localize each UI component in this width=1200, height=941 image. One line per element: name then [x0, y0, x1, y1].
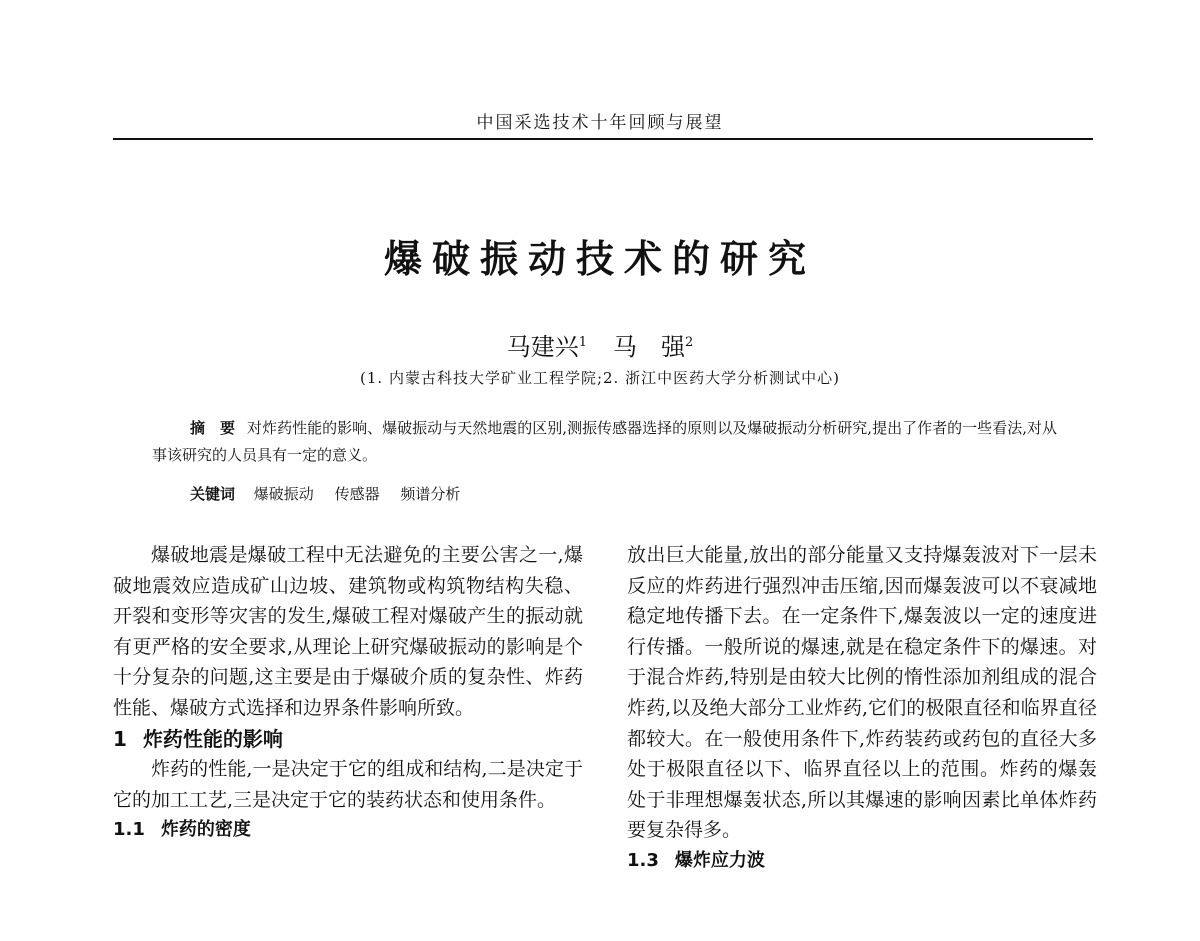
keyword: 传感器 [334, 485, 380, 503]
author-1: 马建兴 [506, 333, 579, 361]
body-column-left [113, 540, 583, 846]
section-title: 炸药性能的影响 [142, 726, 283, 751]
subsection-title: 爆炸应力波 [674, 849, 765, 871]
section-heading [113, 724, 583, 755]
paper-title: 爆破振动技术的研究 [383, 236, 816, 281]
affiliations: (1. 内蒙古科技大学矿业工程学院;2. 浙江中医药大学分析测试中心) [360, 369, 840, 387]
author-2-affil-mark: 2 [685, 335, 694, 350]
subsection-title: 炸药的密度 [160, 819, 251, 841]
author-2: 马 强 [613, 333, 685, 361]
header-rule [113, 138, 1093, 140]
keyword: 爆破振动 [253, 485, 314, 503]
abstract-label: 摘 要 [190, 419, 236, 437]
subsection-number: 1.3 [627, 849, 659, 871]
keywords [190, 483, 476, 504]
section-paragraph: 炸药的性能,一是决定于它的组成和结构,二是决定于它的加工工艺,三是决定于它的装药状态和使用条件。 [113, 758, 583, 811]
section-number: 1 [113, 726, 127, 751]
subsection-heading [113, 815, 583, 846]
body-paragraph: 放出巨大能量,放出的部分能量又支持爆轰波对下一层未反应的炸药进行强烈冲击压缩,因而爆轰波可以不衰减地稳定地传播下去。在一定条件下,爆轰波以一定的速度进行传播。一般所说的爆速,就是在稳定条件下的爆速。对于混合炸药,特别是由较大比例的惰性添加剂组成的混合炸药,以及绝大部分工业炸药,它们的极限直径和临界直径都较大。在一般使用条件下,炸药装药或药包的直径大多处于极限直径以下、临界直径以上的范围。炸药的爆轰处于非理想爆轰状态,所以其爆速的影响因素比单体炸药要复杂得多。 [627, 544, 1097, 842]
intro-paragraph: 爆破地震是爆破工程中无法避免的主要公害之一,爆破地震效应造成矿山边坡、建筑物或构筑物结构失稳、开裂和变形等灾害的发生,爆破工程对爆破产生的振动就有更严格的安全要求,从理论上研究爆破振动的影响是个十分复杂的问题,这主要是由于爆破介质的复杂性、炸药性能、爆破方式选择和边界条件影响所致。 [113, 544, 583, 719]
author-line [0, 327, 1200, 362]
subsection-number: 1.1 [113, 819, 145, 841]
keyword: 频谱分析 [400, 485, 461, 503]
subsection-heading [627, 846, 1097, 877]
abstract-text: 对炸药性能的影响、爆破振动与天然地震的区别,测振传感器选择的原则以及爆破振动分析研究,提出了作者的一些看法,对从事该研究的人员具有一定的意义。 [152, 419, 1057, 464]
keywords-label: 关键词 [190, 485, 236, 503]
abstract [152, 415, 1057, 469]
body-column-right [627, 540, 1097, 877]
running-header: 中国采选技术十年回顾与展望 [476, 113, 724, 133]
author-1-affil-mark: 1 [578, 335, 587, 350]
